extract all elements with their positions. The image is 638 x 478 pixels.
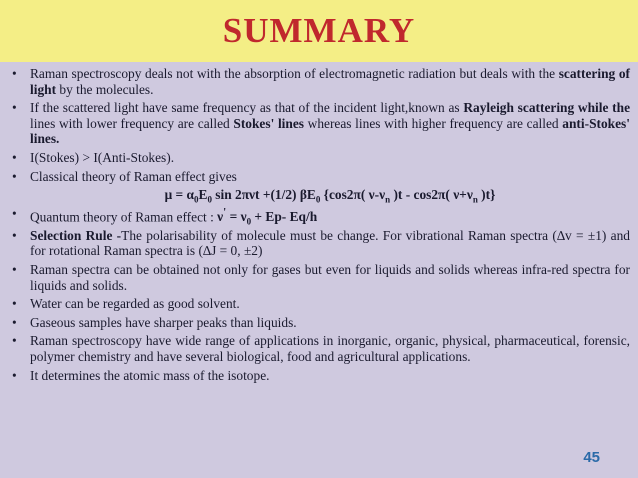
- slide-title: SUMMARY: [222, 11, 416, 50]
- bullet-spectra-states: [10, 262, 630, 293]
- eq-sub: n: [472, 194, 478, 205]
- bullet-gaseous-samples: [10, 315, 630, 331]
- bullet-text: Raman spectroscopy deals not with the absorption of electromagnetic radiation but deals with the: [30, 66, 559, 81]
- bullet-text: by the molecules.: [56, 81, 154, 97]
- quantum-equation: [217, 206, 318, 227]
- bullet-water-solvent: [10, 296, 630, 312]
- bullet-raman-scattering: [10, 66, 630, 97]
- eq-part: ν: [217, 209, 224, 225]
- eq-sub: n: [385, 194, 391, 205]
- eq-sub: 0: [207, 194, 212, 205]
- bullet-text: Quantum theory of Raman effect :: [30, 209, 218, 225]
- title-bar: [0, 0, 638, 62]
- eq-part: μ = α: [164, 187, 194, 203]
- bullet-text: lines with lower frequency are called: [30, 115, 234, 131]
- bullet-text: Raman spectra can be obtained not only for gases but even for liquids and solids whereas infra-red spectra for liquids and solids.: [30, 262, 630, 293]
- bullet-text: whereas lines with higher frequency are called: [304, 115, 563, 131]
- eq-sub: 0: [315, 194, 321, 205]
- eq-part: = ν: [226, 209, 247, 225]
- eq-part: {cos2π( ν-ν: [320, 187, 386, 203]
- bullet-emphasis: scattering of light: [30, 66, 630, 97]
- eq-part: )t - cos2π( ν+ν: [390, 187, 473, 203]
- eq-part: sin 2πνt +(1/2) βE: [211, 187, 316, 203]
- eq-sub: 0: [194, 194, 199, 205]
- bullet-text: Water can be regarded as good solvent.: [30, 296, 240, 312]
- bullet-text: Gaseous samples have sharper peaks than liquids.: [30, 314, 297, 330]
- page-number: 45: [583, 449, 600, 466]
- bullet-classical-theory: [10, 169, 630, 185]
- bullet-intensity: [10, 150, 630, 166]
- bullet-text: The polarisability of molecule must be change. For vibrational Raman spectra (∆v = ±1) and for rotational Raman spectra is (∆J = 0, ±2): [30, 227, 630, 259]
- eq-sub: 0: [246, 216, 252, 227]
- bullet-selection-rule: [10, 228, 630, 259]
- bullet-text: Raman spectroscopy have wide range of applications in inorganic, organic, physical, pharmaceutical, forensic, polymer chemistry and have several biological, food and agricultural applications.: [30, 333, 630, 364]
- eq-sup: ': [223, 206, 227, 219]
- bullet-text: It determines the atomic mass of the isotope.: [30, 367, 270, 383]
- bullet-emphasis: anti-Stokes' lines.: [30, 115, 630, 147]
- bullet-emphasis: Rayleigh scattering while the: [463, 100, 631, 116]
- bullet-isotope-mass: [10, 368, 630, 384]
- bullet-quantum-theory: [10, 206, 630, 225]
- bullet-text: If the scattered light have same frequency as that of the incident light,known as: [30, 100, 464, 116]
- eq-part: E: [198, 187, 208, 203]
- bullet-rayleigh-stokes: [10, 100, 630, 147]
- bullet-emphasis: Stokes' lines: [233, 115, 304, 131]
- bullet-applications: [10, 333, 630, 364]
- classical-equation: [10, 187, 630, 203]
- bullet-text: Classical theory of Raman effect gives: [30, 168, 237, 184]
- bullet-emphasis: Selection Rule -: [30, 227, 122, 243]
- eq-part: )t}: [477, 187, 496, 203]
- bullet-text: I(Stokes) > I(Anti-Stokes).: [30, 149, 175, 165]
- summary-list: [10, 66, 630, 386]
- eq-part: + Ep- Eq/h: [251, 209, 318, 225]
